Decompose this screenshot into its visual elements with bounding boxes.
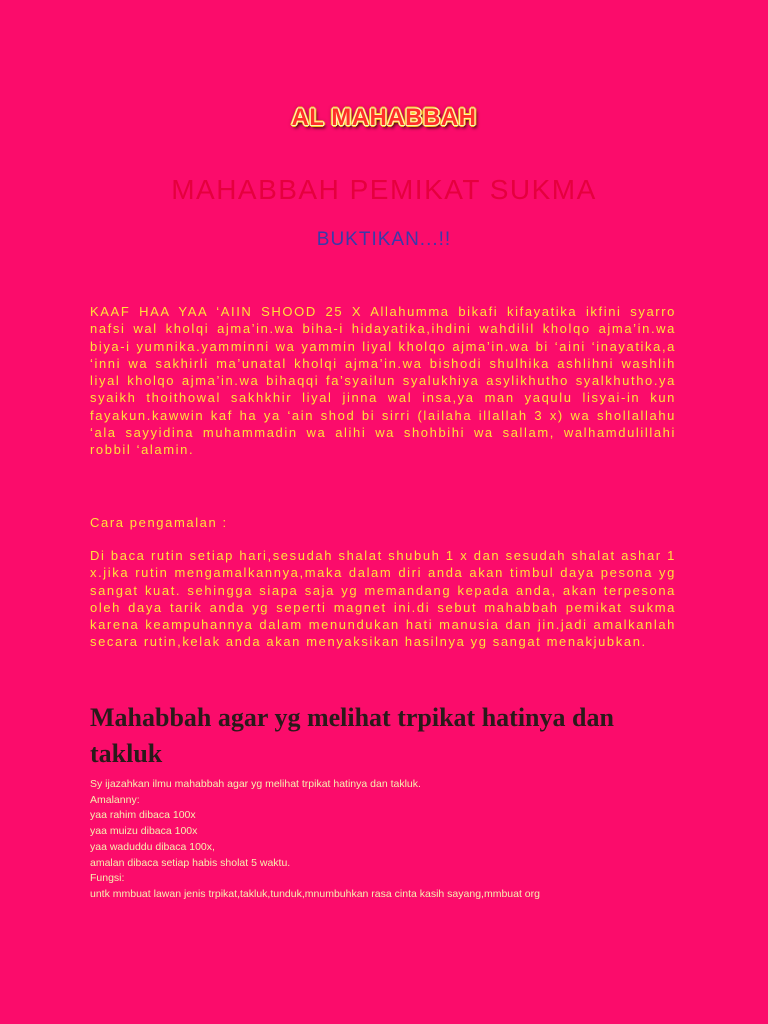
section-body — [90, 777, 690, 903]
instruction-paragraph: Di baca rutin setiap hari,sesudah shalat shubuh 1 x dan sesudah shalat ashar 1 x.jika rutin mengamalkannya,maka dalam diri anda akan timbul daya pesona yg sangat kuat. sehingga siapa saja yg memandang kepada anda, akan terpesona oleh daya tarik anda yg seperti magnet ini.di sebut mahabbah pemikat sukma karena keampuhannya dalam menundukan hati manusia dan jin.jadi amalkanlah secara rutin,kelak anda akan menyaksikan hasilnya yg sangat menakjubkan. — [90, 548, 676, 650]
section-line: untk mmbuat lawan jenis trpikat,takluk,tunduk,mnumbuhkan rasa cinta kasih sayang,mmbuat org — [90, 887, 540, 900]
section-line: Fungsi: — [90, 872, 125, 885]
section-line: amalan dibaca setiap habis sholat 5 waktu. — [90, 856, 291, 869]
doa-paragraph: KAAF HAA YAA ‘AIIN SHOOD 25 X Allahumma bikafi kifayatika ikfini syarro nafsi wal kholqi ajma’in.wa biha-i hidayatika,ihdini wahdilil kholqo ajma’in.wa biya-i yumnika.yamminni wa yammin liyal kholqo ajma’in.wa bi ‘aini ‘inayatika,a ‘inni wa sakhirli ma’unatal kholqi ajma’in.wa bishodi shulhika ashlihni washlih liyal kholqo ajma’in.wa bihaqqi fa’syailun syalukhiya asylikhutho syalkhutho.ya syaikh thoithowal sakhkhir liyal jinna wal insa,ya man yaqulu lisyai-in kun fayakun.kawwin kaf ha ya ‘ain shod bi sirri (lailaha illallah 3 x) wa shollallahu ‘ala sayyidina muhammadin wa alihi wa shohbihi wa sallam, walhamdulillahi robbil ‘alamin. — [90, 304, 676, 458]
page-title: MAHABBAH PEMIKAT SUKMA — [171, 174, 597, 205]
section-heading: Mahabbah agar yg melihat trpikat hatinya dan takluk — [90, 703, 614, 768]
page-subtitle: BUKTIKAN...!! — [316, 229, 452, 250]
section-line: yaa rahim dibaca 100x — [90, 809, 196, 822]
section-line: yaa muizu dibaca 100x — [90, 825, 198, 838]
cara-label: Cara pengamalan : — [90, 515, 228, 530]
logo-title: AL MAHABBAH — [291, 104, 477, 131]
section-line: yaa waduddu dibaca 100x, — [90, 840, 215, 853]
section-line: Sy ijazahkan ilmu mahabbah agar yg melihat trpikat hatinya dan takluk. — [90, 778, 421, 790]
section-line: Amalanny: — [90, 793, 140, 806]
